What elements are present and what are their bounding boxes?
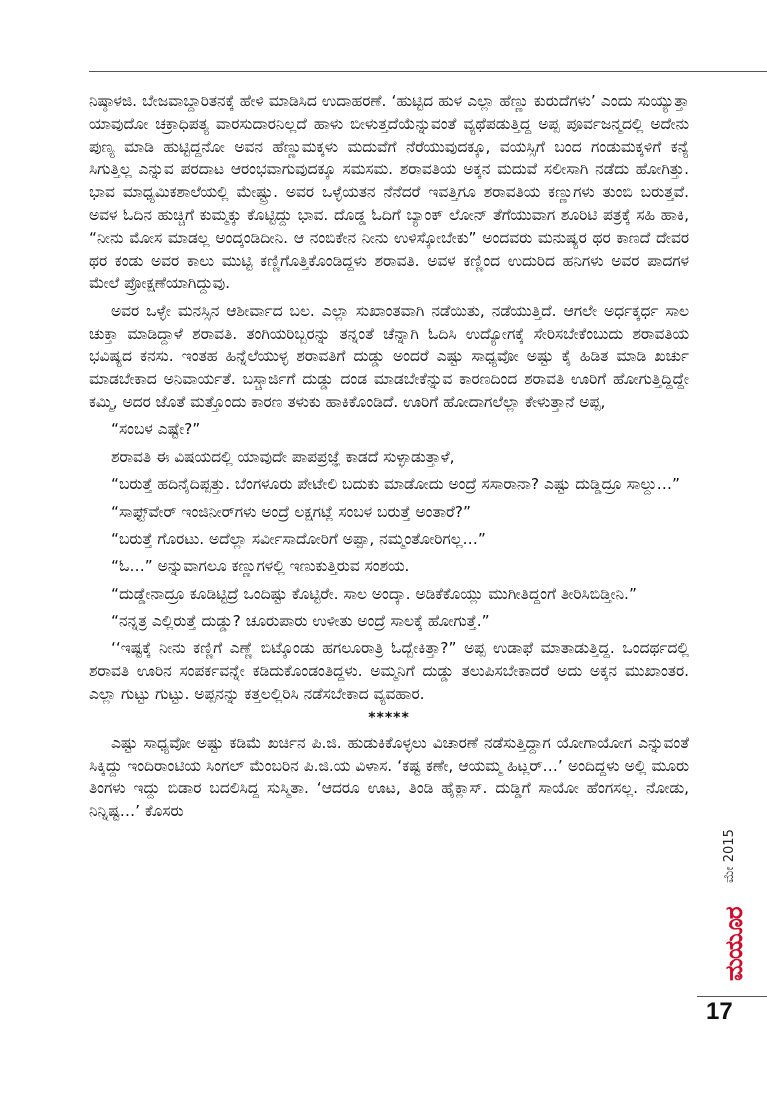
header-rule: [89, 71, 767, 72]
magazine-logo: ಮಯೂರ: [720, 907, 748, 981]
paragraph-father-taunt: ‘‘ಇಷ್ಟಕ್ಕೆ ನೀನು ಕಣ್ಣಿಗೆ ಎಣ್ಣೆ ಬಿಟ್ಕೊಂಡು ಹಗಲೂರಾತ್ರಿ ಓದ್ಬೇಕಿತ್ತಾ?” ಅಪ್ಪ ಉಡಾಫೆ ಮಾತಾಡುತ್ತಿದ್ದ. ಒಂದರ್ಥದಲ್ಲಿ ಶರಾವತಿ ಊರಿನ ಸಂಪರ್ಕವನ್ನೇ ಕಡಿದುಕೊಂಡಂತಿದ್ದಳು. ಅಮ್ಮನಿಗೆ ದುಡ್ಡು ತಲುಪಿಸಬೇಕಾದರೆ ಅದು ಅಕ್ಕನ ಮುಖಾಂತರ. ಎಲ್ಲಾ ಗುಟ್ಟು ಗುಟ್ಟು. ಅಪ್ಪನನ್ನು ಕತ್ತಲಲ್ಲಿರಿಸಿ ನಡೆಸಬೇಕಾದ ವ್ಯವಹಾರ.: [89, 639, 689, 704]
footer-rule: [697, 996, 767, 997]
magazine-sidebar: [708, 820, 758, 990]
dialogue-salary-answer: “ಬರುತ್ತೆ ಹದಿನೈದಿಪ್ಪತ್ತು. ಬೆಂಗಳೂರು ಪೇಟೇಲಿ ಬದುಕು ಮಾಡೋದು ಅಂದ್ರೆ ಸಸಾರಾನಾ? ಎಷ್ಟು ದುಡ್ಡಿದ್ರೂ ಸಾಲ್ದು…”: [111, 475, 681, 494]
dialogue-software-engineer: “ಸಾಫ್ಟ್‌ವೇರ್ ಇಂಜಿನೀರ್‌ಗಳು ಅಂದ್ರೆ ಲಕ್ಷಗಟ್ಲೆ ಸಂಬಳ ಬರುತ್ತೆ ಅಂತಾರೆ?”: [111, 502, 471, 521]
issue-date: ಮೇ 2015: [722, 829, 737, 883]
paragraph-blessing: ಅವರ ಒಳ್ಳೇ ಮನಸ್ಸಿನ ಆಶೀರ್ವಾದ ಬಲ. ಎಲ್ಲಾ ಸುಖಾಂತವಾಗಿ ನಡೆಯಿತು, ನಡೆಯುತ್ತಿದೆ. ಆಗಲೇ ಅರ್ಧಕ್ಕರ್ಧ ಸಾಲ ಚುಕ್ತಾ ಮಾಡಿದ್ದಾಳೆ ಶರಾವತಿ. ತಂಗಿಯರಿಬ್ಬರನ್ನು ತನ್ನಂತೆ ಚೆನ್ನಾಗಿ ಓದಿಸಿ ಉದ್ಯೋಗಕ್ಕೆ ಸೇರಿಸಬೇಕೆಂಬುದು ಶರಾವತಿಯ ಭವಿಷ್ಯದ ಕನಸು. ಇಂತಹ ಹಿನ್ನೆಲೆಯುಳ್ಳ ಶರಾವತಿಗೆ ದುಡ್ಡು ಅಂದರೆ ಎಷ್ಟು ಸಾಧ್ಯವೋ ಅಷ್ಟು ಕೈ ಹಿಡಿತ ಮಾಡಿ ಖರ್ಚು ಮಾಡಬೇಕಾದ ಅನಿವಾರ್ಯತೆ. ಬಸ್ಚಾರ್ಜಿಗೆ ದುಡ್ಡು ದಂಡ ಮಾಡಬೇಕೆನ್ನುವ ಕಾರಣದಿಂದ ಶರಾವತಿ ಊರಿಗೆ ಹೋಗುತ್ತಿದ್ದಿದ್ದೇ ಕಮ್ಮಿ, ಅದರ ಜೊತೆ ಮತ್ತೊಂದು ಕಾರಣ ತಳುಕು ಹಾಕಿಕೊಂಡಿದೆ. ಊರಿಗೆ ಹೋದಾಗಲೆಲ್ಲಾ ಕೇಳುತ್ತಾನೆ ಅಪ್ಪ,: [89, 301, 689, 411]
dialogue-salary-question: “ಸಂಬಳ ಎಷ್ಟೇ?”: [111, 420, 201, 439]
dialogue-no-money: “ನನ್ನತ್ರ ಎಲ್ಲಿರುತ್ತೆ ದುಡ್ಡು? ಚೂರುಪಾರು ಉಳೀತು ಅಂದ್ರೆ ಸಾಲಕ್ಕೆ ಹೋಗುತ್ತೆ.”: [111, 612, 490, 631]
paragraph-intro: ನಿಷ್ಠಾಳಜಿ. ಬೇಜವಾಬ್ದಾರಿತನಕ್ಕೆ ಹೇಳಿ ಮಾಡಿಸಿದ ಉದಾಹರಣೆ. ‘ಹುಟ್ಟಿದ ಹುಳ ಎಲ್ಲಾ ಹೆಣ್ಣು ಕುರುದೆಗಳು’ ಎಂದು ಸುಯ್ಯುತ್ತಾ ಯಾವುದೋ ಚಕ್ರಾಧಿಪತ್ಯ ವಾರಸುದಾರನಿಲ್ಲದೆ ಹಾಳು ಬೀಳುತ್ತದೆಯೆನ್ನುವಂತೆ ವ್ಯಥೆಪಡುತ್ತಿದ್ದ ಅಪ್ಪ ಪೂರ್ವಜನ್ಮದಲ್ಲಿ ಅದೇನು ಪುಣ್ಯ ಮಾಡಿ ಹುಟ್ಟಿದ್ದನೋ ಅವನ ಹೆಣ್ಣುಮಕ್ಕಳು ಮದುವೆಗೆ ನೆರೆಯುವುದಕ್ಕೂ, ವಯಸ್ಸಿಗೆ ಬಂದ ಗಂಡುಮಕ್ಕಳಿಗೆ ಕನ್ಯೆ ಸಿಗುತ್ತಿಲ್ಲ ಎನ್ನುವ ಪರದಾಟ ಆರಂಭವಾಗುವುದಕ್ಕೂ ಸಮಸಮ. ಶರಾವತಿಯ ಅಕ್ಕನ ಮದುವೆ ಸಲೀಸಾಗಿ ನಡೆದು ಹೋಗಿತ್ತು. ಭಾವ ಮಾಧ್ಯಮಿಕಶಾಲೆಯಲ್ಲಿ ಮೇಷ್ಟ್ರು. ಅವರ ಒಳ್ಳೆಯತನ ನೆನೆದರೆ ಇವತ್ತಿಗೂ ಶರಾವತಿಯ ಕಣ್ಣುಗಳು ತುಂಬಿ ಬರುತ್ತವೆ. ಅವಳ ಓದಿನ ಹುಚ್ಚಿಗೆ ಕುಮ್ಮಕ್ಕು ಕೊಟ್ಟಿದ್ದು ಭಾವ. ದೊಡ್ಡ ಓದಿಗೆ ಬ್ಯಾಂಕ್ ಲೋನ್ ತೆಗೆಯುವಾಗ ಶೂರಿಟಿ ಪತ್ರಕ್ಕೆ ಸಹಿ ಹಾಕಿ, “ನೀನು ಮೋಸ ಮಾಡಲ್ಲ ಅಂದ್ಕಂಡಿದೀನಿ. ಆ ನಂಬಿಕೇನ ನೀನು ಉಳಿಸ್ಕೋಬೇಕು” ಅಂದವರು ಮನುಷ್ಯರ ಥರ ಕಾಣದೆ ದೇವರ ಥರ ಕಂಡು ಅವರ ಕಾಲು ಮುಟ್ಟಿ ಕಣ್ಣಿಗೊತ್ತಿಕೊಂಡಿದ್ದಳು ಶರಾವತಿ. ಅವಳ ಕಣ್ಣಿಂದ ಉದುರಿದ ಹನಿಗಳು ಅವರ ಪಾದಗಳ ಮೇಲೆ ಪ್ರೋಕ್ಷಣೆಯಾಗಿದ್ದುವು.: [89, 92, 689, 293]
dialogue-doubt: “ಓ…” ಅನ್ನುವಾಗಲೂ ಕಣ್ಣುಗಳಲ್ಲಿ ಇಣುಕುತ್ತಿರುವ ಸಂಶಯ.: [111, 557, 410, 576]
paragraph-pg-search: ಎಷ್ಟು ಸಾಧ್ಯವೋ ಅಷ್ಟು ಕಡಿಮೆ ಖರ್ಚಿನ ಪಿ.ಜಿ. ಹುಡುಕಿಕೊಳ್ಳಲು ವಿಚಾರಣೆ ನಡೆಸುತ್ತಿದ್ದಾಗ ಯೋಗಾಯೋಗ ಎನ್ನುವಂತೆ ಸಿಕ್ಕಿದ್ದು ಇಂದಿರಾಂಟಿಯ ಸಿಂಗಲ್ ಮೆಂಬರಿನ ಪಿ.ಜಿ.ಯ ವಿಳಾಸ. ‘ಕಷ್ಟ ಕಣೇ, ಆಯಮ್ಮ ಹಿಟ್ಲರ್…’ ಅಂದಿದ್ದಳು ಅಲ್ಲಿ ಮೂರು ತಿಂಗಳು ಇದ್ದು ಬಿಡಾರ ಬದಲಿಸಿದ್ದ ಸುಸ್ಮಿತಾ. ‘ಆದರೂ ಊಟ, ತಿಂಡಿ ಹೈಕ್ಲಾಸ್. ದುಡ್ಡಿಗೆ ಸಾಯೋ ಹೆಂಗಸಲ್ಲ. ನೋಡು, ನಿನ್ನಿಷ್ಟ…’ ಕೊಸರು: [89, 733, 689, 821]
dialogue-loan-request: “ದುಡ್ಡೇನಾದ್ರೂ ಕೂಡಿಟ್ಟಿದ್ರೆ ಒಂದಿಷ್ಟು ಕೊಟ್ಟಿರೇ. ಸಾಲ ಅಂದ್ಕಾ. ಅಡಿಕೆಕೊಯ್ಲು ಮುಗೀತಿದ್ದಂಗೆ ತೀರಿಸಿಬಿಡ್ತೀನಿ.”: [111, 584, 637, 603]
dialogue-service-people: “ಬರುತ್ತೆ ಗೊರಟು. ಅದೆಲ್ಲಾ ಸರ್ವೀಸಾದೋರಿಗೆ ಅಪ್ಪಾ, ನಮ್ಮಂತೋರಿಗಲ್ಲ…”: [111, 529, 486, 548]
paragraph-lie: ಶರಾವತಿ ಈ ವಿಷಯದಲ್ಲಿ ಯಾವುದೇ ಪಾಪಪ್ರಜ್ಞೆ ಕಾಡದೆ ಸುಳ್ಳಾಡುತ್ತಾಳೆ,: [111, 447, 455, 466]
section-separator: *****: [368, 709, 410, 726]
page-number: 17: [706, 998, 733, 1025]
article-body: [89, 90, 689, 823]
